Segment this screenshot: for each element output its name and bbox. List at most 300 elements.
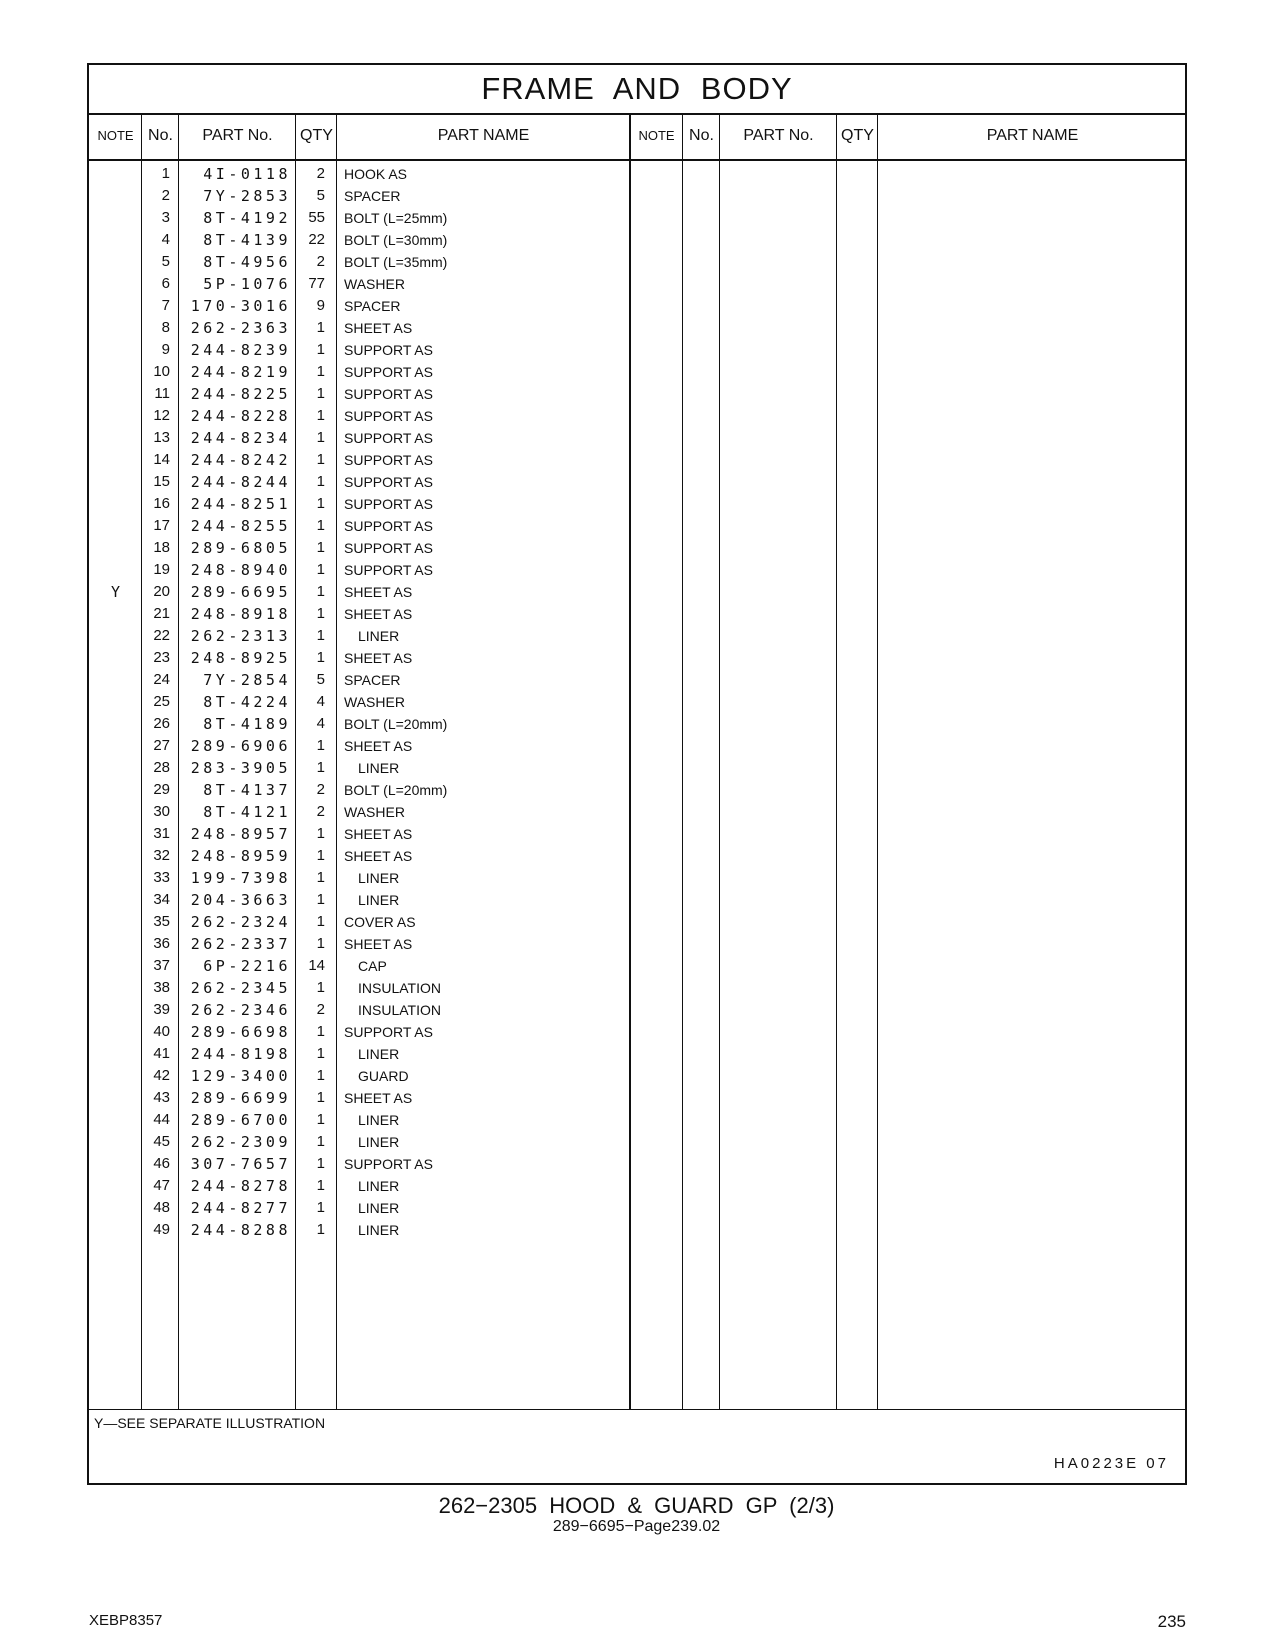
item-number: 23 (153, 649, 170, 666)
table-row (89, 1131, 1185, 1153)
part-name: INSULATION (358, 980, 441, 996)
table-row (89, 889, 1185, 911)
table-row (89, 603, 1185, 625)
illustration-code: HA0223E 07 (1053, 1455, 1169, 1472)
item-number: 44 (153, 1111, 170, 1128)
part-number: 4I-0118 (203, 165, 291, 183)
part-name: SUPPORT AS (344, 408, 433, 424)
note-cell (89, 1197, 142, 1219)
quantity: 9 (316, 297, 325, 314)
note-cell (89, 383, 142, 405)
item-number: 41 (153, 1045, 170, 1062)
table-row (89, 361, 1185, 383)
header-part-no: PART No. (202, 127, 273, 144)
item-number: 39 (153, 1001, 170, 1018)
item-number: 2 (161, 187, 170, 204)
quantity: 1 (316, 891, 325, 908)
item-number: 7 (161, 297, 170, 314)
quantity: 1 (316, 583, 325, 600)
part-name: CAP (358, 958, 387, 974)
part-number: 248-8918 (190, 605, 291, 623)
part-name: SHEET AS (344, 650, 413, 666)
item-number: 13 (153, 429, 170, 446)
header-part-name-2: PART NAME (986, 127, 1079, 144)
note-cell (89, 933, 142, 955)
quantity: 1 (316, 847, 325, 864)
item-number: 20 (153, 583, 170, 600)
item-number: 45 (153, 1133, 170, 1150)
item-number: 33 (153, 869, 170, 886)
note-cell (89, 361, 142, 383)
part-name: COVER AS (344, 914, 416, 930)
part-number: 262-2337 (190, 935, 291, 953)
table-row (89, 647, 1185, 669)
part-number: 248-8925 (190, 649, 291, 667)
quantity: 1 (316, 319, 325, 336)
item-number: 9 (161, 341, 170, 358)
table-row (89, 1175, 1185, 1197)
part-name: HOOK AS (344, 166, 408, 182)
note-cell (89, 515, 142, 537)
part-name: SUPPORT AS (344, 452, 433, 468)
part-number: 5P-1076 (203, 275, 291, 293)
note-cell (89, 229, 142, 251)
part-name: BOLT (L=30mm) (344, 232, 448, 248)
item-number: 28 (153, 759, 170, 776)
item-number: 3 (161, 209, 170, 226)
table-row (89, 317, 1185, 339)
item-number: 18 (153, 539, 170, 556)
table-row (89, 911, 1185, 933)
part-number: 262-2345 (190, 979, 291, 997)
table-row (89, 559, 1185, 581)
part-number: 262-2324 (190, 913, 291, 931)
note-cell (89, 207, 142, 229)
part-number: 6P-2216 (203, 957, 291, 975)
quantity: 1 (316, 1177, 325, 1194)
quantity: 1 (316, 1045, 325, 1062)
note-cell (89, 867, 142, 889)
quantity: 1 (316, 627, 325, 644)
note-cell (89, 845, 142, 867)
part-name: GUARD (358, 1068, 409, 1084)
header-no: No. (148, 127, 173, 144)
note-cell (89, 471, 142, 493)
quantity: 1 (316, 1067, 325, 1084)
item-number: 37 (153, 957, 170, 974)
part-number: 248-8959 (190, 847, 291, 865)
header-note-2: NOTE (638, 128, 675, 143)
table-row (89, 669, 1185, 691)
item-number: 42 (153, 1067, 170, 1084)
item-number: 11 (154, 385, 170, 402)
part-name: LINER (358, 1178, 400, 1194)
part-name: SUPPORT AS (344, 342, 433, 358)
part-name: LINER (358, 1112, 400, 1128)
part-number: 289-6699 (190, 1089, 291, 1107)
quantity: 1 (316, 517, 325, 534)
part-name: BOLT (L=20mm) (344, 782, 448, 798)
part-number: 248-8940 (190, 561, 291, 579)
part-name: SPACER (344, 188, 401, 204)
part-name: BOLT (L=25mm) (344, 210, 448, 226)
part-name: LINER (358, 892, 400, 908)
quantity: 1 (316, 605, 325, 622)
header-qty: QTY (300, 127, 333, 144)
quantity: 4 (316, 715, 325, 732)
item-number: 4 (161, 231, 170, 248)
note-cell (89, 1153, 142, 1175)
item-number: 36 (153, 935, 170, 952)
item-number: 31 (153, 825, 170, 842)
note-cell (89, 911, 142, 933)
part-number: 8T-4139 (203, 231, 291, 249)
table-row (89, 779, 1185, 801)
quantity: 2 (316, 165, 325, 182)
part-name: LINER (358, 1222, 400, 1238)
note-cell (89, 1087, 142, 1109)
part-number: 170-3016 (190, 297, 291, 315)
quantity: 1 (316, 1155, 325, 1172)
note-cell (89, 647, 142, 669)
item-number: 15 (153, 473, 170, 490)
document-id: XEBP8357 (89, 1612, 163, 1629)
table-row (89, 1065, 1185, 1087)
part-number: 289-6698 (190, 1023, 291, 1041)
quantity: 2 (316, 803, 325, 820)
part-name: SUPPORT AS (344, 474, 433, 490)
part-name: LINER (358, 870, 400, 886)
part-number: 262-2363 (190, 319, 291, 337)
footnote: Y—SEE SEPARATE ILLUSTRATION (94, 1415, 326, 1431)
table-row (89, 1197, 1185, 1219)
note-cell (89, 779, 142, 801)
part-name: SHEET AS (344, 848, 413, 864)
part-number: 244-8242 (190, 451, 291, 469)
quantity: 1 (316, 341, 325, 358)
table-row (89, 405, 1185, 427)
quantity: 55 (308, 209, 325, 226)
part-name: LINER (358, 1200, 400, 1216)
table-row (89, 251, 1185, 273)
item-number: 40 (153, 1023, 170, 1040)
item-number: 32 (153, 847, 170, 864)
part-number: 283-3905 (190, 759, 291, 777)
item-number: 21 (153, 605, 170, 622)
table-row (89, 427, 1185, 449)
table-row (89, 163, 1185, 185)
table-row (89, 713, 1185, 735)
quantity: 1 (316, 979, 325, 996)
table-row (89, 581, 1185, 603)
item-number: 17 (153, 517, 170, 534)
item-number: 48 (153, 1199, 170, 1216)
part-number: 244-8239 (190, 341, 291, 359)
part-number: 289-6695 (190, 583, 291, 601)
item-number: 27 (153, 737, 170, 754)
note-cell (89, 889, 142, 911)
group-title: 262−2305 HOOD & GUARD GP (2/3) (438, 1493, 835, 1518)
part-name: SUPPORT AS (344, 1156, 433, 1172)
quantity: 1 (316, 759, 325, 776)
quantity: 1 (316, 869, 325, 886)
note-cell (89, 1043, 142, 1065)
quantity: 1 (316, 1023, 325, 1040)
quantity: 1 (316, 429, 325, 446)
table-row (89, 999, 1185, 1021)
quantity: 5 (316, 671, 325, 688)
part-name: SPACER (344, 672, 401, 688)
table-row (89, 493, 1185, 515)
note-cell (89, 625, 142, 647)
quantity: 77 (308, 275, 325, 292)
item-number: 24 (153, 671, 170, 688)
item-number: 35 (153, 913, 170, 930)
table-row (89, 471, 1185, 493)
note-cell (89, 735, 142, 757)
item-number: 29 (153, 781, 170, 798)
part-number: 248-8957 (190, 825, 291, 843)
quantity: 1 (316, 935, 325, 952)
item-number: 16 (153, 495, 170, 512)
item-number: 22 (153, 627, 170, 644)
part-number: 262-2346 (190, 1001, 291, 1019)
part-name: SHEET AS (344, 738, 413, 754)
quantity: 1 (316, 825, 325, 842)
part-number: 244-8198 (190, 1045, 291, 1063)
note-cell (89, 1131, 142, 1153)
quantity: 4 (316, 693, 325, 710)
table-row (89, 735, 1185, 757)
part-name: LINER (358, 1046, 400, 1062)
note-cell (89, 493, 142, 515)
part-number: 7Y-2853 (203, 187, 291, 205)
part-name: BOLT (L=20mm) (344, 716, 448, 732)
quantity: 14 (308, 957, 325, 974)
part-number: 307-7657 (190, 1155, 291, 1173)
part-number: 8T-4192 (203, 209, 291, 227)
quantity: 1 (316, 1111, 325, 1128)
item-number: 26 (153, 715, 170, 732)
part-number: 289-6906 (190, 737, 291, 755)
part-number: 244-8225 (190, 385, 291, 403)
header-part-no-2: PART No. (743, 127, 814, 144)
quantity: 1 (316, 561, 325, 578)
table-row (89, 955, 1185, 977)
quantity: 1 (316, 495, 325, 512)
note-cell (89, 669, 142, 691)
quantity: 1 (316, 473, 325, 490)
note-cell (89, 339, 142, 361)
table-row (89, 273, 1185, 295)
item-number: 8 (161, 319, 170, 336)
table-row (89, 977, 1185, 999)
part-number: 199-7398 (190, 869, 291, 887)
note-cell (89, 427, 142, 449)
part-number: 8T-4956 (203, 253, 291, 271)
quantity: 22 (308, 231, 325, 248)
header-note: NOTE (97, 128, 134, 143)
part-number: 7Y-2854 (203, 671, 291, 689)
part-number: 204-3663 (190, 891, 291, 909)
part-number: 244-8277 (190, 1199, 291, 1217)
item-number: 25 (153, 693, 170, 710)
note-cell (89, 1175, 142, 1197)
table-row (89, 339, 1185, 361)
part-number: 8T-4189 (203, 715, 291, 733)
table-bottom-rule (89, 1409, 1185, 1410)
table-row (89, 801, 1185, 823)
table-row (89, 757, 1185, 779)
item-number: 6 (161, 275, 170, 292)
table-row (89, 1087, 1185, 1109)
part-number: 8T-4137 (203, 781, 291, 799)
part-number: 289-6805 (190, 539, 291, 557)
part-number: 244-8288 (190, 1221, 291, 1239)
part-name: SHEET AS (344, 1090, 413, 1106)
table-row (89, 537, 1185, 559)
table-row (89, 295, 1185, 317)
note-cell (89, 295, 142, 317)
table-row (89, 1219, 1185, 1241)
quantity: 2 (316, 1001, 325, 1018)
note-cell (89, 537, 142, 559)
note-cell (89, 251, 142, 273)
part-name: WASHER (344, 694, 405, 710)
note-cell (89, 273, 142, 295)
table-row (89, 1021, 1185, 1043)
note-cell (89, 1109, 142, 1131)
note-cell (89, 163, 142, 185)
part-name: SUPPORT AS (344, 1024, 433, 1040)
note-cell (89, 185, 142, 207)
part-number: 244-8219 (190, 363, 291, 381)
part-name: SPACER (344, 298, 401, 314)
table-row (89, 185, 1185, 207)
part-number: 129-3400 (190, 1067, 291, 1085)
quantity: 1 (316, 363, 325, 380)
part-name: BOLT (L=35mm) (344, 254, 448, 270)
part-name: LINER (358, 628, 400, 644)
note-cell (89, 1021, 142, 1043)
table-row (89, 867, 1185, 889)
part-name: SUPPORT AS (344, 386, 433, 402)
part-name: SUPPORT AS (344, 430, 433, 446)
part-name: SUPPORT AS (344, 518, 433, 534)
quantity: 1 (316, 1133, 325, 1150)
part-name: SUPPORT AS (344, 540, 433, 556)
item-number: 5 (161, 253, 170, 270)
header-part-name: PART NAME (437, 127, 530, 144)
note-cell (89, 823, 142, 845)
note-cell (89, 317, 142, 339)
note-cell (89, 449, 142, 471)
part-number: 8T-4121 (203, 803, 291, 821)
table-row (89, 229, 1185, 251)
part-number: 262-2309 (190, 1133, 291, 1151)
item-number: 12 (153, 407, 170, 424)
note-cell (89, 801, 142, 823)
note-cell (89, 405, 142, 427)
item-number: 14 (153, 451, 170, 468)
part-name: SUPPORT AS (344, 364, 433, 380)
note-cell (89, 559, 142, 581)
quantity: 1 (316, 1221, 325, 1238)
item-number: 43 (153, 1089, 170, 1106)
quantity: 5 (316, 187, 325, 204)
part-number: 8T-4224 (203, 693, 291, 711)
page-number: 235 (1157, 1612, 1186, 1631)
part-name: WASHER (344, 804, 405, 820)
part-name: SHEET AS (344, 826, 413, 842)
item-number: 19 (153, 561, 170, 578)
note-cell (89, 1065, 142, 1087)
header-qty-2: QTY (841, 127, 874, 144)
table-row (89, 383, 1185, 405)
item-number: 38 (153, 979, 170, 996)
quantity: 1 (316, 385, 325, 402)
table-row (89, 845, 1185, 867)
item-number: 49 (153, 1221, 170, 1238)
table-row (89, 1109, 1185, 1131)
item-number: 10 (153, 363, 170, 380)
note-cell: Y (110, 583, 121, 601)
quantity: 1 (316, 407, 325, 424)
quantity: 1 (316, 451, 325, 468)
table-row (89, 823, 1185, 845)
quantity: 2 (316, 253, 325, 270)
part-number: 262-2313 (190, 627, 291, 645)
part-name: LINER (358, 1134, 400, 1150)
item-number: 1 (161, 165, 170, 182)
quantity: 1 (316, 539, 325, 556)
table-row (89, 625, 1185, 647)
table-row (89, 1043, 1185, 1065)
table-row (89, 933, 1185, 955)
table-row (89, 515, 1185, 537)
note-cell (89, 603, 142, 625)
part-name: WASHER (344, 276, 405, 292)
part-number: 244-8244 (190, 473, 291, 491)
part-number: 244-8234 (190, 429, 291, 447)
note-cell (89, 757, 142, 779)
part-number: 289-6700 (190, 1111, 291, 1129)
part-name: SHEET AS (344, 320, 413, 336)
header-no-2: No. (689, 127, 714, 144)
note-cell (89, 955, 142, 977)
part-number: 244-8278 (190, 1177, 291, 1195)
part-name: SHEET AS (344, 606, 413, 622)
note-cell (89, 1219, 142, 1241)
table-row (89, 449, 1185, 471)
page-reference: 289−6695−Page239.02 (552, 1518, 721, 1535)
parts-table-frame (87, 63, 1187, 1485)
part-number: 244-8255 (190, 517, 291, 535)
part-name: INSULATION (358, 1002, 441, 1018)
part-number: 244-8228 (190, 407, 291, 425)
quantity: 1 (316, 913, 325, 930)
item-number: 30 (153, 803, 170, 820)
page-title: FRAME AND BODY (89, 65, 1185, 115)
part-name: SUPPORT AS (344, 562, 433, 578)
item-number: 47 (153, 1177, 170, 1194)
item-number: 46 (153, 1155, 170, 1172)
note-cell (89, 713, 142, 735)
quantity: 1 (316, 1089, 325, 1106)
part-name: SUPPORT AS (344, 496, 433, 512)
note-cell (89, 999, 142, 1021)
quantity: 1 (316, 649, 325, 666)
